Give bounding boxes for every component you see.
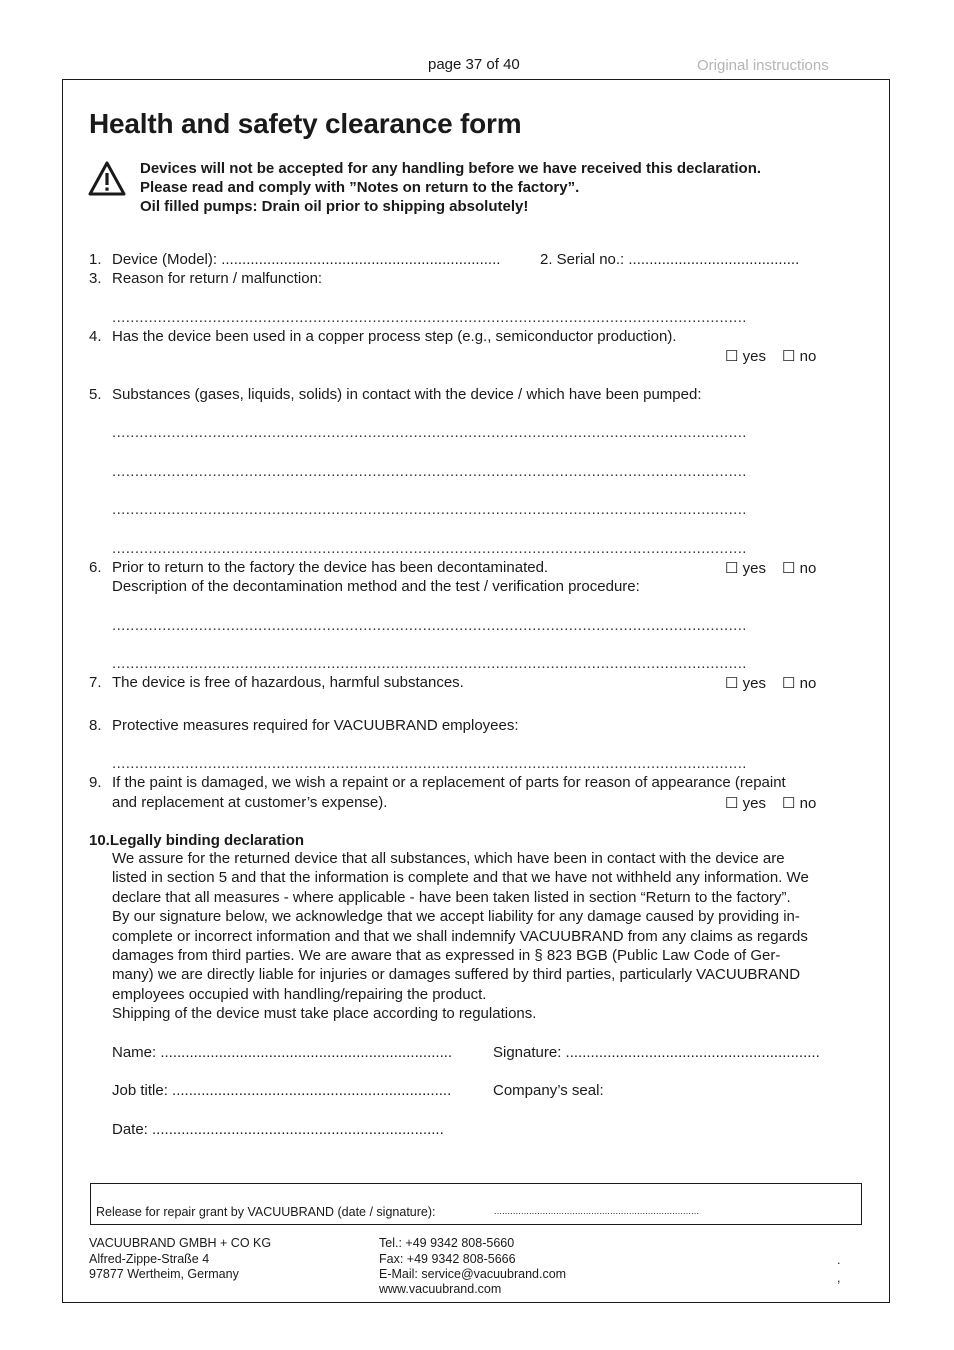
q4-no-checkbox[interactable]: ☐ no: [782, 348, 817, 365]
warning-line-2: Please read and comply with ”Notes on return to the factory”.: [140, 179, 580, 196]
q6-no-checkbox[interactable]: ☐ no: [782, 560, 817, 577]
declaration-line: damages from third parties. We are aware that as expressed in § 823 BGB (Public Law Code of Ger-: [112, 947, 781, 965]
q4-number: 4.: [89, 328, 102, 345]
company-seal-label: Company’s seal:: [493, 1082, 604, 1099]
declaration-line: listed in section 5 and that the information is complete and that we have not withheld any information. We: [112, 869, 809, 887]
footer-email[interactable]: E-Mail: service@vacuubrand.com: [379, 1267, 567, 1281]
q8-number: 8.: [89, 717, 102, 734]
q5-answer-line[interactable]: ...........................................................................................................................................: [112, 463, 747, 480]
declaration-line: By our signature below, we acknowledge that we accept liability for any damage caused by providing in-: [112, 908, 800, 926]
q1-number: 1.: [89, 251, 102, 268]
declaration-line: We assure for the returned device that all substances, which have been in contact with the device are: [112, 850, 785, 867]
q9-number: 9.: [89, 774, 102, 791]
footer-mark: ,: [837, 1271, 841, 1285]
q4-label: Has the device been used in a copper process step (e.g., semiconductor production).: [112, 328, 677, 345]
q8-label: Protective measures required for VACUUBRAND employees:: [112, 717, 519, 734]
q9-no-checkbox[interactable]: ☐ no: [782, 795, 817, 812]
signature-field[interactable]: Signature: .............................................................: [493, 1044, 820, 1061]
declaration-line: many) we are directly liable for injuries or damages suffered by third parties, particularly VACUUBRAND: [112, 966, 801, 984]
q5-label: Substances (gases, liquids, solids) in contact with the device / which have been pumped:: [112, 386, 702, 403]
declaration-line: complete or incorrect information and that we shall indemnify VACUUBRAND from any claims as regards: [112, 927, 808, 945]
warning-line-3: Oil filled pumps: Drain oil prior to shipping absolutely!: [140, 198, 529, 215]
release-label: Release for repair grant by VACUUBRAND (date / signature):: [96, 1205, 436, 1219]
page-number: page 37 of 40: [428, 56, 520, 73]
footer-company-street: Alfred-Zippe-Straße 4: [89, 1252, 210, 1266]
q3-number: 3.: [89, 270, 102, 287]
q6-number: 6.: [89, 559, 102, 576]
declaration-line: Shipping of the device must take place according to regulations.: [112, 1005, 537, 1023]
q1-device-model-field[interactable]: Device (Model): ...................................................................: [112, 251, 501, 268]
q8-answer-line[interactable]: ...........................................................................................................................................: [112, 755, 747, 772]
q5-number: 5.: [89, 386, 102, 403]
q7-yes-checkbox[interactable]: ☐ yes: [725, 675, 766, 692]
q7-number: 7.: [89, 674, 102, 691]
job-title-field[interactable]: Job title: ...................................................................: [112, 1082, 452, 1099]
q9-label-line-1: If the paint is damaged, we wish a repaint or a replacement of parts for reason of appearance (repaint: [112, 774, 786, 791]
q9-yes-checkbox[interactable]: ☐ yes: [725, 795, 766, 812]
form-title: Health and safety clearance form: [89, 108, 522, 139]
footer-company-city: 97877 Wertheim, Germany: [89, 1267, 239, 1281]
name-field[interactable]: Name: ......................................................................: [112, 1044, 453, 1061]
q6-yes-checkbox[interactable]: ☐ yes: [725, 560, 766, 577]
q5-answer-line[interactable]: ...........................................................................................................................................: [112, 501, 747, 518]
q2-serial-number-field[interactable]: 2. Serial no.: .........................................: [540, 251, 800, 268]
declaration-line: declare that all measures - where applicable - have been taken listed in section “Return to the factory”.: [112, 888, 791, 906]
document-type-label: Original instructions: [697, 57, 829, 74]
q6-sub-label: Description of the decontamination method and the test / verification procedure:: [112, 578, 640, 595]
footer-company-name: VACUUBRAND GMBH + CO KG: [89, 1236, 272, 1250]
date-field[interactable]: Date: ......................................................................: [112, 1121, 444, 1138]
q9-label-line-2: and replacement at customer’s expense).: [112, 794, 388, 811]
q5-answer-line[interactable]: ...........................................................................................................................................: [112, 424, 747, 441]
footer-fax: Fax: +49 9342 808-5666: [379, 1252, 516, 1266]
release-signature-line[interactable]: ............................................................................: [494, 1206, 700, 1216]
q4-yes-checkbox[interactable]: ☐ yes: [725, 348, 766, 365]
q6-answer-line[interactable]: ...........................................................................................................................................: [112, 655, 747, 672]
q7-label: The device is free of hazardous, harmful substances.: [112, 674, 464, 691]
q3-answer-line[interactable]: ...........................................................................................................................................: [112, 309, 747, 326]
q7-no-checkbox[interactable]: ☐ no: [782, 675, 817, 692]
q5-answer-line[interactable]: ...........................................................................................................................................: [112, 540, 747, 557]
warning-triangle-icon: [87, 160, 127, 198]
warning-line-1: Devices will not be accepted for any handling before we have received this declaration.: [140, 160, 762, 177]
q10-heading: 10.Legally binding declaration: [89, 832, 305, 849]
declaration-line: employees occupied with handling/repairing the product.: [112, 985, 487, 1003]
q6-label: Prior to return to the factory the device has been decontaminated.: [112, 559, 549, 576]
q6-answer-line[interactable]: ...........................................................................................................................................: [112, 617, 747, 634]
q3-label: Reason for return / malfunction:: [112, 270, 323, 287]
footer-phone: Tel.: +49 9342 808-5660: [379, 1236, 515, 1250]
declaration-text: [112, 849, 864, 1024]
footer-mark: .: [837, 1253, 841, 1267]
footer-website[interactable]: www.vacuubrand.com: [379, 1282, 502, 1296]
